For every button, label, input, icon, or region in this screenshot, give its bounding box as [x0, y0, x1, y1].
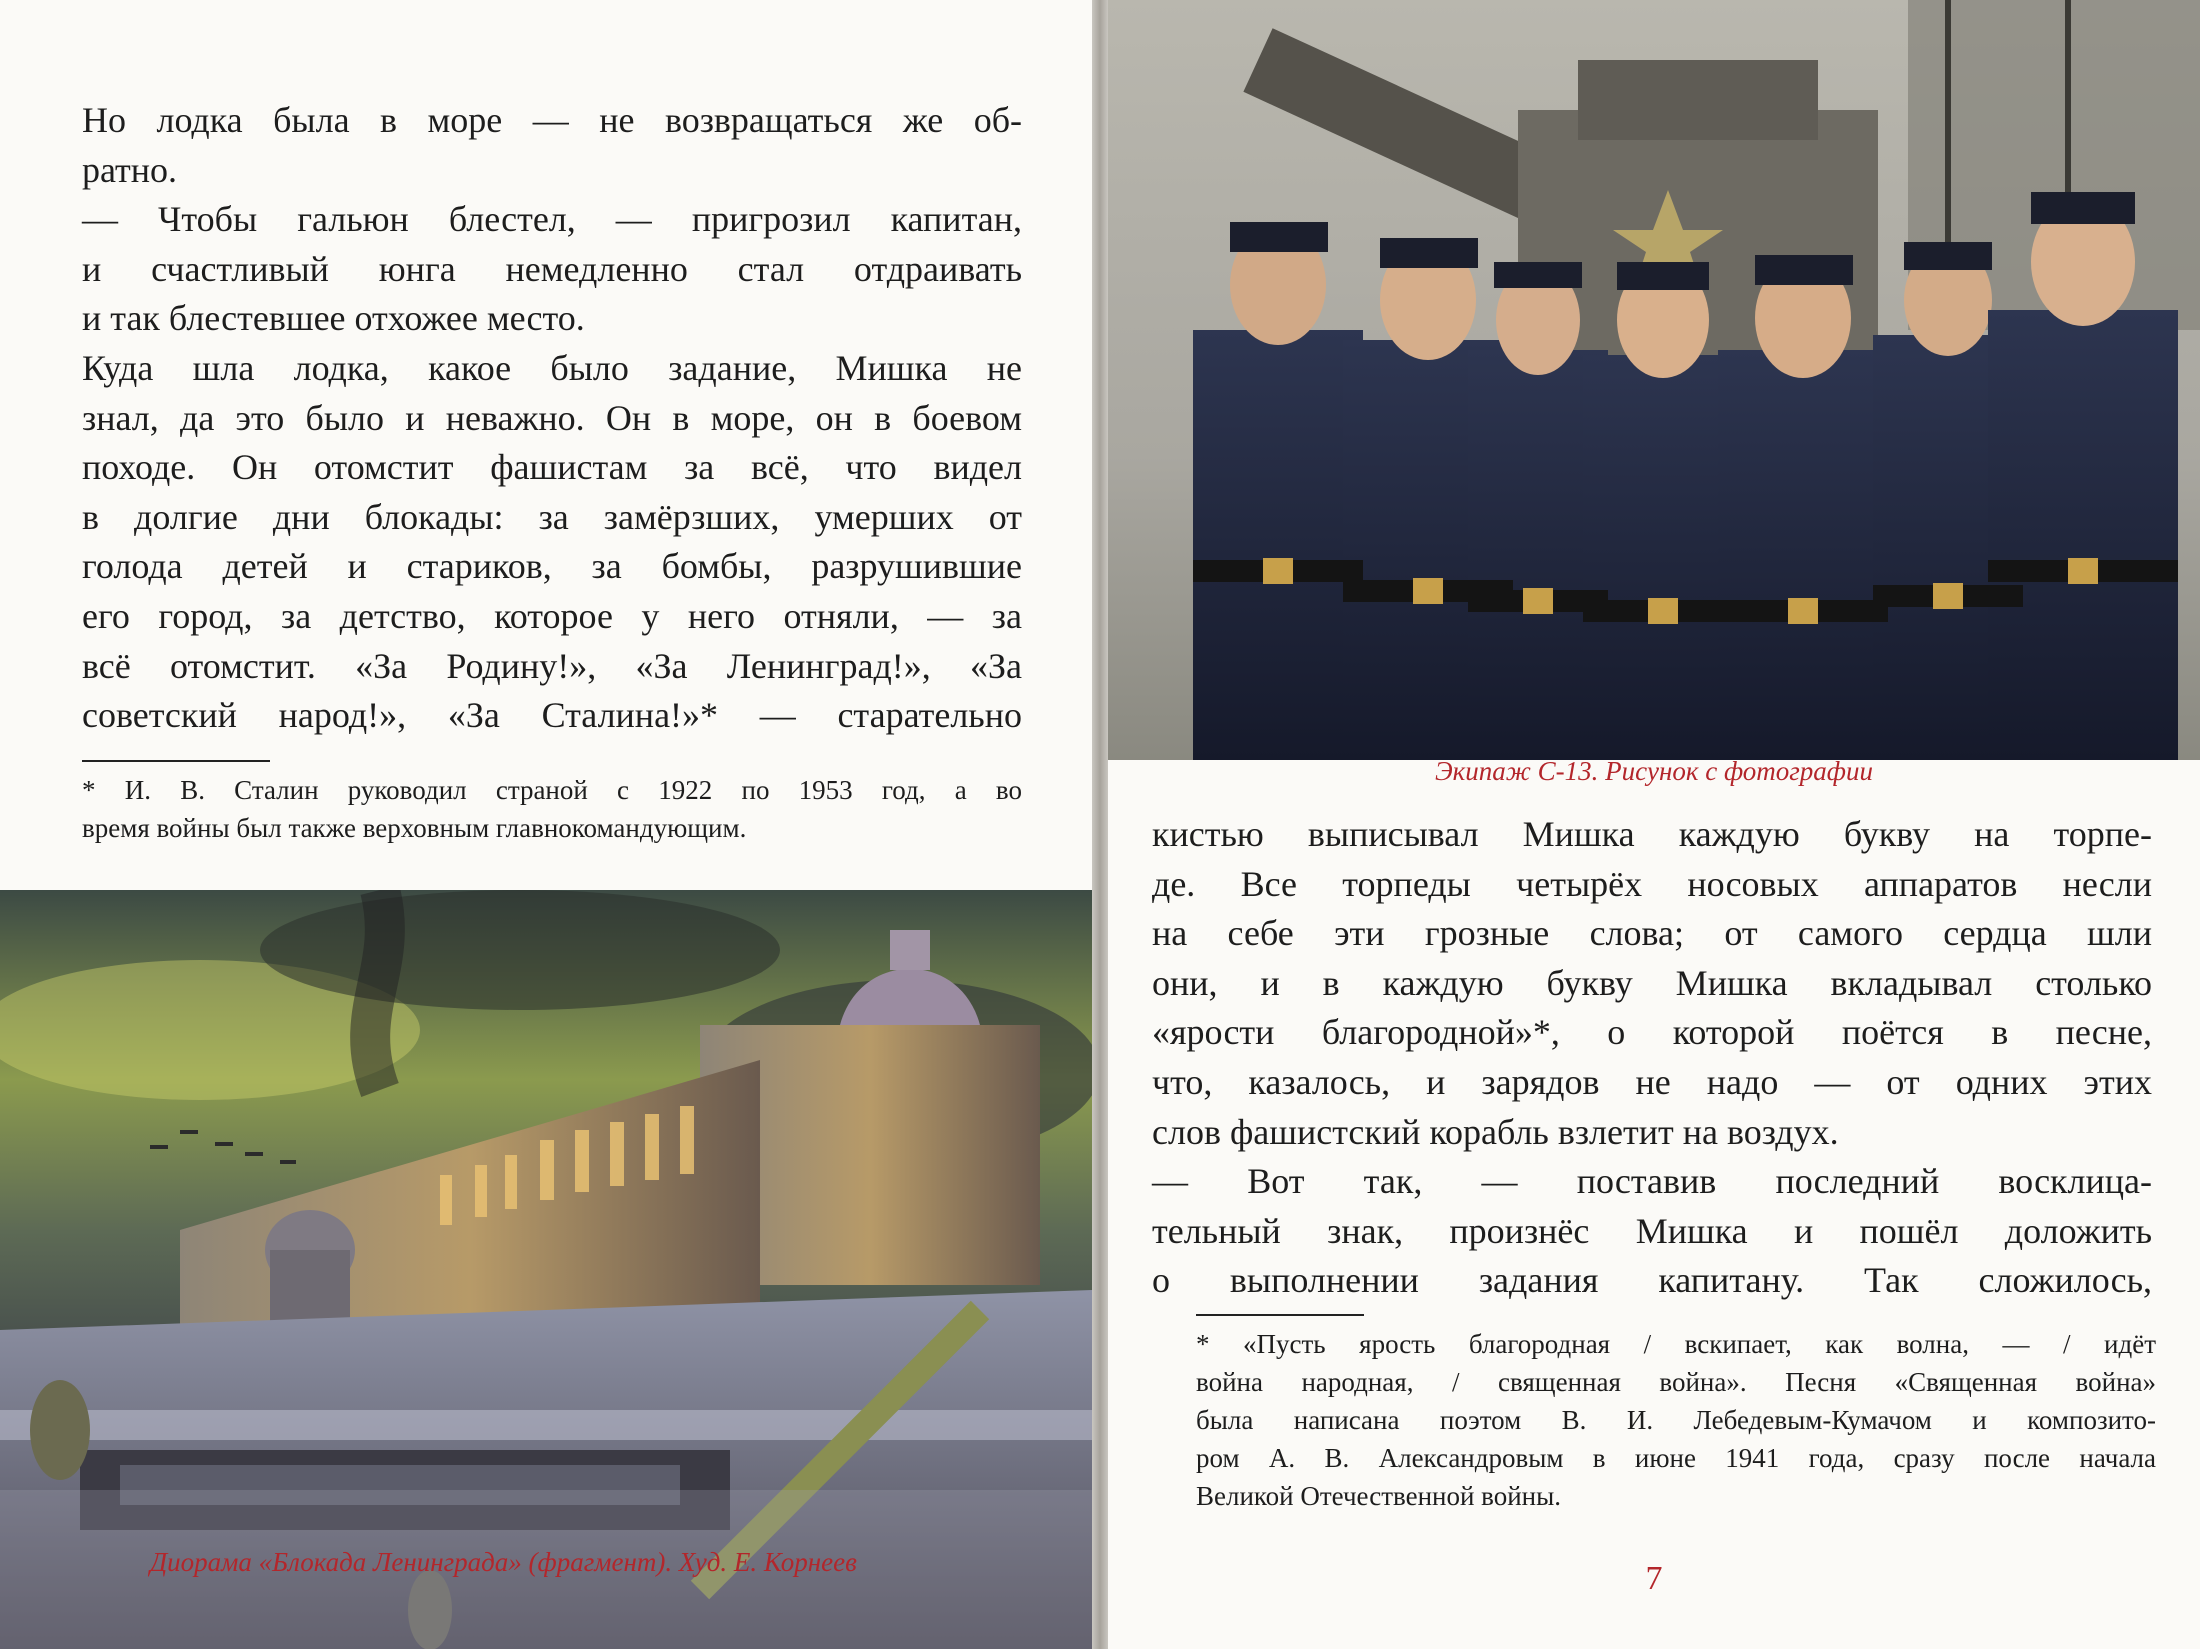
- text-line: ратно.: [82, 149, 178, 190]
- text-line: знал, да это было и неважно. Он в море, он в боевом: [82, 397, 1022, 438]
- text-line: голода детей и стариков, за бомбы, разрушившие: [82, 546, 1022, 587]
- text-line: его город, за детство, которое у него отняли, — за: [82, 595, 1022, 636]
- text-line: Великой Отечественной войны.: [1196, 1481, 1562, 1511]
- text-line: «ярости благородной»*, о которой поётся в песне,: [1152, 1012, 2152, 1053]
- text-line: слов фашистский корабль взлетит на воздух.: [1152, 1111, 1839, 1152]
- left-body-text: [82, 96, 1022, 741]
- book-gutter: [1092, 0, 1108, 1649]
- text-line: война народная, / священная война». Песня «Священная война»: [1196, 1367, 2156, 1397]
- diorama-image: [0, 890, 1092, 1649]
- crew-caption: Экипаж С-13. Рисунок с фотографии: [1435, 756, 1873, 786]
- right-footnote: [1196, 1325, 2156, 1515]
- right-page: [1108, 0, 2200, 1649]
- text-line: — Вот так, — поставив последний восклица-: [1152, 1161, 2152, 1202]
- text-line: * «Пусть ярость благородная / вскипает, как волна, — / идёт: [1196, 1329, 2156, 1359]
- text-line: на себе эти грозные слова; от самого сердца шли: [1152, 913, 2152, 954]
- page-number: 7: [1645, 1560, 1663, 1597]
- right-body-text: [1152, 810, 2152, 1306]
- crew-image: [1108, 0, 2200, 760]
- left-footnote: [82, 771, 1022, 847]
- text-line: * И. В. Сталин руководил страной с 1922 по 1953 год, а во: [82, 775, 1022, 805]
- text-line: — Чтобы гальюн блестел, — пригрозил капитан,: [82, 199, 1022, 240]
- diorama-caption: Диорама «Блокада Ленинграда» (фрагмент). Худ. Е. Корнеев: [150, 1547, 857, 1577]
- text-line: они, и в каждую букву Мишка вкладывал столько: [1152, 962, 2152, 1003]
- text-line: и счастливый юнга немедленно стал отдраивать: [82, 248, 1022, 289]
- text-line: тельный знак, произнёс Мишка и пошёл доложить: [1152, 1210, 2152, 1251]
- text-line: в долгие дни блокады: за замёрзших, умерших от: [82, 496, 1022, 537]
- footnote-divider: [1196, 1314, 1364, 1316]
- text-line: советский народ!», «За Сталина!»* — старательно: [82, 695, 1022, 736]
- text-line: ром А. В. Александровым в июне 1941 года, сразу после начала: [1196, 1443, 2156, 1473]
- text-line: время войны был также верховным главнокомандующим.: [82, 813, 747, 843]
- text-line: и так блестевшее отхожее место.: [82, 298, 585, 339]
- left-page: [0, 0, 1092, 1649]
- text-line: о выполнении задания капитану. Так сложилось,: [1152, 1260, 2152, 1301]
- text-line: походе. Он отомстит фашистам за всё, что видел: [82, 447, 1022, 488]
- text-line: кистью выписывал Мишка каждую букву на торпе-: [1152, 814, 2152, 854]
- diorama-illustration: [0, 890, 1092, 1649]
- text-line: что, казалось, и зарядов не надо — от одних этих: [1152, 1061, 2152, 1102]
- footnote-divider: [82, 760, 270, 762]
- text-line: де. Все торпеды четырёх носовых аппаратов несли: [1152, 863, 2152, 904]
- text-line: Но лодка была в море — не возвращаться же об-: [82, 100, 1022, 140]
- text-line: Куда шла лодка, какое было задание, Мишка не: [82, 347, 1022, 388]
- text-line: всё отомстит. «За Родину!», «За Ленинград!», «За: [82, 645, 1022, 686]
- text-line: была написана поэтом В. И. Лебедевым-Кумачом и композито-: [1196, 1405, 2156, 1435]
- crew-illustration: [1108, 0, 2200, 760]
